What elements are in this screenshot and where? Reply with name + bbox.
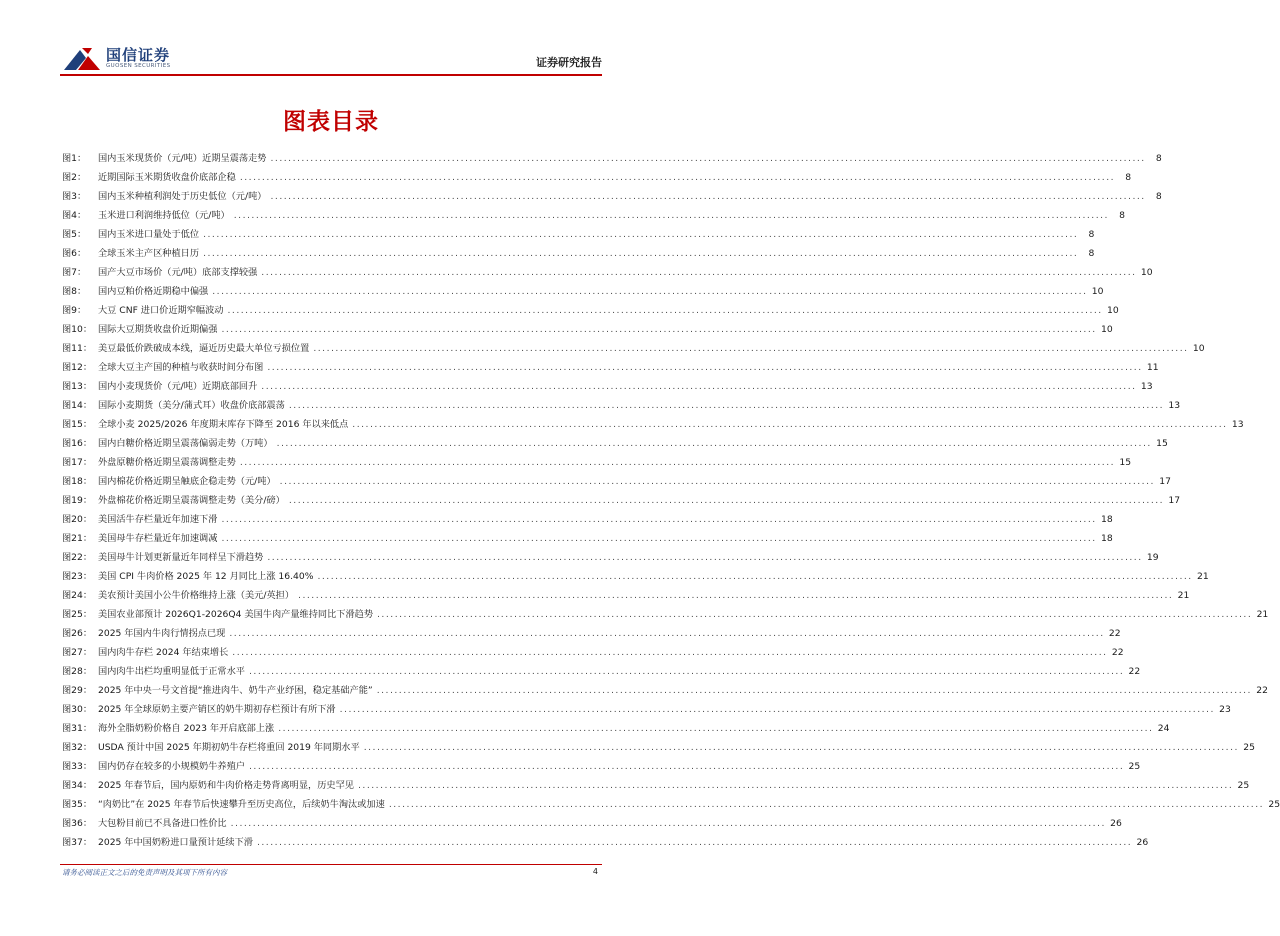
toc-entry[interactable] [62, 226, 1095, 245]
toc-dot-leader [261, 381, 1136, 392]
page-number: 4 [592, 867, 598, 876]
toc-page-number: 8 [1155, 153, 1162, 164]
toc-entry[interactable] [62, 359, 1159, 378]
toc-figure-label: 图17： [62, 457, 93, 468]
toc-figure-title: 全球玉米主产区种植日历 [98, 248, 200, 259]
table-of-figures [62, 150, 1280, 853]
toc-page-number: 17 [1168, 495, 1181, 506]
toc-figure-label: 图31： [62, 723, 93, 734]
toc-figure-label: 图7： [62, 267, 87, 278]
toc-figure-title: 国内肉牛存栏 2024 年结束增长 [98, 647, 229, 658]
toc-entry[interactable] [62, 321, 1113, 340]
toc-figure-title: USDA 预计中国 2025 年期初奶牛存栏将重回 2019 年同期水平 [98, 742, 360, 753]
toc-figure-title: 2025 年全球原奶主要产销区的奶牛期初存栏预计有所下滑 [98, 704, 336, 715]
report-type-label: 证券研究报告 [536, 56, 602, 69]
toc-page-number: 18 [1100, 514, 1113, 525]
toc-entry[interactable] [62, 435, 1168, 454]
toc-figure-label: 图25： [62, 609, 93, 620]
toc-page-number: 21 [1177, 590, 1190, 601]
toc-entry[interactable] [62, 815, 1122, 834]
toc-entry[interactable] [62, 587, 1190, 606]
toc-entry[interactable] [62, 701, 1231, 720]
toc-page-number: 13 [1140, 381, 1153, 392]
toc-figure-title: 外盘原糖价格近期呈震荡调整走势 [98, 457, 236, 468]
toc-page-number: 18 [1100, 533, 1113, 544]
toc-page-number: 15 [1156, 438, 1168, 449]
toc-dot-leader [313, 343, 1188, 354]
toc-figure-title: 国际大豆期货收盘价近期偏强 [98, 324, 218, 335]
toc-entry[interactable] [62, 758, 1141, 777]
toc-entry[interactable] [62, 188, 1162, 207]
toc-figure-label: 图29： [62, 685, 93, 696]
toc-figure-title: 大包粉目前已不具备进口性价比 [98, 818, 227, 829]
toc-figure-title: 海外全脂奶粉价格自 2023 年开启底部上涨 [98, 723, 275, 734]
toc-dot-leader [203, 229, 1078, 240]
toc-figure-label: 图16： [62, 438, 93, 449]
toc-dot-leader [358, 780, 1233, 791]
toc-dot-leader [352, 419, 1227, 430]
toc-entry[interactable] [62, 682, 1268, 701]
toc-dot-leader [249, 761, 1124, 772]
toc-figure-title: 国内玉米进口量处于低位 [98, 229, 200, 240]
toc-figure-title: 美国农业部预计 2026Q1-2026Q4 美国牛肉产量维持同比下滑趋势 [98, 609, 374, 620]
footer-divider [60, 864, 602, 865]
toc-dot-leader [278, 723, 1153, 734]
toc-page-number: 25 [1243, 742, 1255, 753]
toc-figure-title: 美国 CPI 牛肉价格 2025 年 12 月同比上涨 16.40% [98, 571, 314, 582]
toc-dot-leader [277, 438, 1152, 449]
toc-dot-leader [377, 609, 1252, 620]
toc-dot-leader [203, 248, 1078, 259]
toc-dot-leader [212, 286, 1087, 297]
toc-page-number: 22 [1256, 685, 1268, 696]
toc-page-number: 23 [1219, 704, 1231, 715]
toc-figure-label: 图26： [62, 628, 93, 639]
toc-figure-label: 图10： [62, 324, 93, 335]
toc-page-number: 26 [1110, 818, 1122, 829]
toc-page-number: 19 [1146, 552, 1159, 563]
page-title: 图表目录 [283, 109, 379, 135]
toc-entry[interactable] [62, 834, 1149, 853]
toc-figure-label: 图20： [62, 514, 93, 525]
toc-page-number: 10 [1140, 267, 1153, 278]
toc-figure-title: 国内豆粕价格近期稳中偏强 [98, 286, 209, 297]
toc-page-number: 25 [1268, 799, 1280, 810]
toc-entry[interactable] [62, 207, 1125, 226]
toc-dot-leader [221, 533, 1096, 544]
toc-dot-leader [298, 590, 1173, 601]
toc-entry[interactable] [62, 720, 1170, 739]
toc-figure-title: 美农预计美国小公牛价格维持上涨（美元/英担） [98, 590, 295, 601]
toc-entry[interactable] [62, 245, 1095, 264]
toc-entry[interactable] [62, 606, 1269, 625]
toc-figure-label: 图8： [62, 286, 87, 297]
toc-dot-leader [232, 647, 1107, 658]
toc-figure-title: 国产大豆市场价（元/吨）底部支撑较强 [98, 267, 258, 278]
toc-page-number: 8 [1119, 210, 1125, 221]
toc-page-number: 10 [1107, 305, 1119, 316]
toc-figure-label: 图37： [62, 837, 93, 848]
toc-entry[interactable] [62, 169, 1132, 188]
toc-figure-label: 图12： [62, 362, 93, 373]
toc-entry[interactable] [62, 492, 1181, 511]
toc-dot-leader [340, 704, 1215, 715]
toc-page-number: 10 [1192, 343, 1205, 354]
toc-page-number: 17 [1159, 476, 1171, 487]
toc-figure-title: 2025 年中央一号文首提“推进肉牛、奶牛产业纾困，稳定基础产能” [98, 685, 373, 696]
toc-dot-leader [261, 267, 1136, 278]
toc-figure-title: 玉米进口利润维持低位（元/吨） [98, 210, 230, 221]
toc-entry[interactable] [62, 549, 1159, 568]
toc-entry[interactable] [62, 796, 1280, 815]
guosen-logo-icon [62, 44, 102, 74]
toc-figure-label: 图30： [62, 704, 93, 715]
toc-dot-leader [289, 495, 1164, 506]
toc-entry[interactable] [62, 378, 1153, 397]
toc-entry[interactable] [62, 264, 1153, 283]
toc-figure-title: “肉奶比”在 2025 年春节后快速攀升至历史高位，后续奶牛淘汰或加速 [98, 799, 385, 810]
toc-page-number: 8 [1155, 191, 1162, 202]
toc-figure-label: 图14： [62, 400, 93, 411]
toc-entry[interactable] [62, 663, 1141, 682]
toc-figure-title: 美国母牛计划更新量近年同样呈下滑趋势 [98, 552, 264, 563]
toc-figure-label: 图23： [62, 571, 93, 582]
toc-page-number: 8 [1088, 229, 1095, 240]
toc-dot-leader [280, 476, 1155, 487]
toc-figure-title: 国内玉米现货价（元/吨）近期呈震荡走势 [98, 153, 267, 164]
toc-figure-label: 图33： [62, 761, 93, 772]
toc-figure-label: 图24： [62, 590, 93, 601]
toc-entry[interactable] [62, 150, 1162, 169]
toc-entry[interactable] [62, 739, 1255, 758]
disclaimer-note: 请务必阅读正文之后的免责声明及其项下所有内容 [62, 868, 227, 877]
toc-figure-title: 2025 年国内牛肉行情拐点已现 [98, 628, 226, 639]
toc-entry[interactable] [62, 777, 1250, 796]
toc-figure-label: 图3： [62, 191, 87, 202]
toc-page-number: 22 [1108, 628, 1121, 639]
toc-entry[interactable] [62, 416, 1244, 435]
toc-figure-title: 国际小麦期货（美分/蒲式耳）收盘价底部震荡 [98, 400, 285, 411]
toc-dot-leader [270, 191, 1145, 202]
toc-figure-title: 美国活牛存栏量近年加速下滑 [98, 514, 218, 525]
toc-entry[interactable] [62, 283, 1104, 302]
toc-figure-label: 图21： [62, 533, 93, 544]
toc-page-number: 25 [1128, 761, 1141, 772]
toc-figure-label: 图22： [62, 552, 93, 563]
toc-dot-leader [234, 210, 1109, 221]
toc-dot-leader [317, 571, 1192, 582]
toc-figure-label: 图6： [62, 248, 87, 259]
toc-dot-leader [229, 628, 1104, 639]
company-logo [60, 40, 240, 76]
toc-page-number: 21 [1256, 609, 1269, 620]
logo-chinese-text: 国信证券 [106, 46, 171, 64]
toc-figure-title: 2025 年中国奶粉进口量预计延续下滑 [98, 837, 253, 848]
toc-page-number: 8 [1088, 248, 1095, 259]
toc-figure-label: 图27： [62, 647, 93, 658]
toc-entry[interactable] [62, 473, 1171, 492]
toc-page-number: 24 [1157, 723, 1170, 734]
toc-figure-title: 2025 年春节后，国内原奶和牛肉价格走势背离明显，历史罕见 [98, 780, 354, 791]
toc-dot-leader [221, 514, 1096, 525]
toc-dot-leader [267, 362, 1142, 373]
toc-dot-leader [231, 818, 1106, 829]
logo-english-text: GUOSEN SECURITIES [106, 63, 171, 69]
toc-figure-label: 图35： [62, 799, 93, 810]
toc-figure-label: 图2： [62, 172, 87, 183]
toc-figure-title: 国内棉花价格近期呈触底企稳走势（元/吨） [98, 476, 276, 487]
toc-figure-title: 全球小麦 2025/2026 年度期末库存下降至 2016 年以来低点 [98, 419, 349, 430]
toc-entry[interactable] [62, 397, 1181, 416]
toc-dot-leader [249, 666, 1124, 677]
toc-entry[interactable] [62, 511, 1113, 530]
toc-figure-label: 图18： [62, 476, 93, 487]
toc-entry[interactable] [62, 568, 1209, 587]
toc-page-number: 26 [1136, 837, 1149, 848]
toc-dot-leader [240, 172, 1115, 183]
toc-dot-leader [377, 685, 1252, 696]
toc-figure-label: 图34： [62, 780, 93, 791]
toc-figure-label: 图36： [62, 818, 93, 829]
toc-figure-label: 图1： [62, 153, 87, 164]
toc-figure-title: 美国母牛存栏量近年加速调减 [98, 533, 218, 544]
toc-page-number: 13 [1231, 419, 1244, 430]
toc-figure-label: 图19： [62, 495, 93, 506]
toc-figure-title: 外盘棉花价格近期呈震荡调整走势（美分/磅） [98, 495, 285, 506]
toc-figure-title: 近期国际玉米期货收盘价底部企稳 [98, 172, 236, 183]
toc-figure-label: 图32： [62, 742, 93, 753]
toc-figure-title: 国内小麦现货价（元/吨）近期底部回升 [98, 381, 258, 392]
toc-figure-title: 大豆 CNF 进口价近期窄幅波动 [98, 305, 224, 316]
toc-dot-leader [267, 552, 1142, 563]
toc-figure-label: 图4： [62, 210, 87, 221]
toc-figure-label: 图11： [62, 343, 93, 354]
toc-figure-title: 国内肉牛出栏均重明显低于正常水平 [98, 666, 245, 677]
toc-dot-leader [364, 742, 1239, 753]
toc-page-number: 10 [1100, 324, 1113, 335]
toc-entry[interactable] [62, 530, 1113, 549]
toc-entry[interactable] [62, 625, 1121, 644]
toc-dot-leader [221, 324, 1096, 335]
toc-dot-leader [270, 153, 1145, 164]
toc-entry[interactable] [62, 340, 1205, 359]
toc-entry[interactable] [62, 644, 1124, 663]
toc-figure-label: 图5： [62, 229, 87, 240]
toc-figure-title: 国内仍存在较多的小规模奶牛养殖户 [98, 761, 245, 772]
toc-page-number: 11 [1146, 362, 1159, 373]
toc-dot-leader [257, 837, 1132, 848]
toc-page-number: 22 [1128, 666, 1141, 677]
toc-page-number: 25 [1237, 780, 1250, 791]
toc-dot-leader [240, 457, 1115, 468]
toc-entry[interactable] [62, 454, 1132, 473]
header-divider [60, 74, 602, 76]
toc-page-number: 15 [1119, 457, 1132, 468]
toc-page-number: 8 [1125, 172, 1132, 183]
toc-figure-title: 美豆最低价跌破成本线，逼近历史最大单位亏损位置 [98, 343, 310, 354]
toc-figure-label: 图9： [62, 305, 87, 316]
toc-entry[interactable] [62, 302, 1119, 321]
toc-dot-leader [289, 400, 1164, 411]
toc-figure-label: 图13： [62, 381, 93, 392]
toc-figure-label: 图28： [62, 666, 93, 677]
toc-page-number: 10 [1091, 286, 1104, 297]
toc-figure-title: 全球大豆主产国的种植与收获时间分布图 [98, 362, 264, 373]
toc-dot-leader [389, 799, 1264, 810]
toc-dot-leader [227, 305, 1102, 316]
toc-figure-title: 国内玉米种植利润处于历史低位（元/吨） [98, 191, 267, 202]
toc-figure-label: 图15： [62, 419, 93, 430]
toc-page-number: 21 [1197, 571, 1209, 582]
toc-page-number: 13 [1168, 400, 1181, 411]
toc-page-number: 22 [1111, 647, 1124, 658]
toc-figure-title: 国内白糖价格近期呈震荡偏弱走势（万吨） [98, 438, 273, 449]
